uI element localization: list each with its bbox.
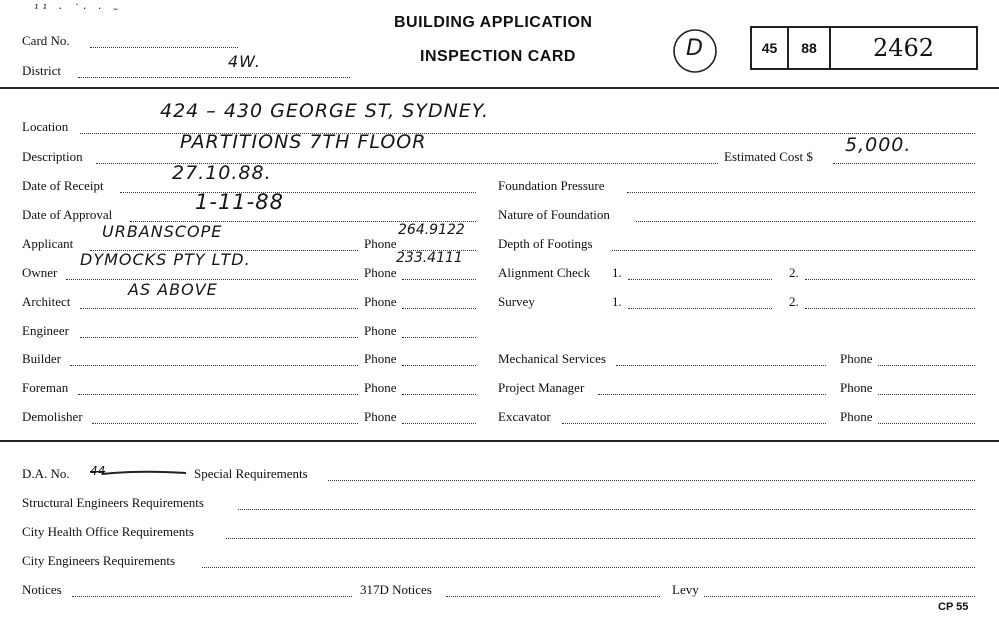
alignment-field-2[interactable] [805,279,975,280]
project-manager-field[interactable] [598,394,826,395]
architect-phone-field[interactable] [402,308,476,309]
card-no-field[interactable] [90,47,238,48]
engineer-field[interactable] [80,337,358,338]
owner-label: Owner [22,265,58,280]
location-value: 424 – 430 GEORGE ST, SYDNEY. [160,100,490,122]
applicant-phone-value: 264.9122 [398,222,465,238]
card-number-box [750,26,978,70]
form-title-line2: INSPECTION CARD [420,48,576,65]
excavator-phone-field[interactable] [878,423,975,424]
project-manager-phone-field[interactable] [878,394,975,395]
da-no-value: 44 [90,464,106,478]
estimated-cost-label: Estimated Cost $ [724,149,813,164]
alignment-field-1[interactable] [628,279,772,280]
city-eng-req-field[interactable] [202,567,975,568]
survey-num2: 2. [789,294,799,309]
circled-mark: D [686,36,704,61]
notices-317d-label: 317D Notices [360,582,432,597]
excavator-phone-label: Phone [840,409,873,424]
alignment-num2: 2. [789,265,799,280]
header-scribble: ¹¹ · ˙· · – [34,2,123,15]
architect-value: AS ABOVE [128,280,218,299]
survey-num1: 1. [612,294,622,309]
foreman-phone-field[interactable] [402,394,476,395]
engineer-phone-field[interactable] [402,337,476,338]
owner-phone-field[interactable] [402,279,476,280]
builder-phone-label: Phone [364,351,397,366]
architect-field[interactable] [80,308,358,309]
owner-value: DYMOCKS PTY LTD. [80,250,251,269]
da-no-strike-icon [100,466,190,480]
box-a: 45 [752,28,789,68]
applicant-phone-label: Phone [364,236,397,251]
foreman-phone-label: Phone [364,380,397,395]
structural-req-label: Structural Engineers Requirements [22,495,204,510]
survey-field-1[interactable] [628,308,772,309]
estimated-cost-field[interactable] [833,163,975,164]
notices-field[interactable] [72,596,352,597]
mechanical-label: Mechanical Services [498,351,606,366]
architect-phone-label: Phone [364,294,397,309]
box-b: 88 [789,28,831,68]
depth-footings-field[interactable] [612,250,975,251]
foreman-field[interactable] [78,394,358,395]
health-req-label: City Health Office Requirements [22,524,194,539]
date-receipt-value: 27.10.88. [172,162,272,184]
builder-label: Builder [22,351,61,366]
description-value: PARTITIONS 7TH FLOOR [180,131,427,153]
demolisher-phone-field[interactable] [402,423,476,424]
description-label: Description [22,149,83,164]
applicant-label: Applicant [22,236,74,251]
district-field[interactable] [78,77,350,78]
district-label: District [22,63,61,78]
nature-foundation-label: Nature of Foundation [498,207,610,222]
date-receipt-field[interactable] [120,192,476,193]
foundation-pressure-label: Foundation Pressure [498,178,605,193]
form-title-line1: BUILDING APPLICATION [394,14,593,31]
demolisher-field[interactable] [92,423,358,424]
applicant-value: URBANSCOPE [102,222,223,241]
special-req-label: Special Requirements [194,466,308,481]
form-code: CP 55 [938,601,969,613]
middle-rule [0,440,999,442]
builder-field[interactable] [70,365,358,366]
owner-phone-label: Phone [364,265,397,280]
alignment-check-label: Alignment Check [498,265,591,280]
da-no-label: D.A. No. [22,466,70,481]
district-value: 4W. [228,52,261,71]
demolisher-phone-label: Phone [364,409,397,424]
survey-field-2[interactable] [805,308,975,309]
nature-foundation-field[interactable] [636,221,975,222]
estimated-cost-value: 5,000. [845,134,912,156]
city-eng-req-label: City Engineers Requirements [22,553,176,568]
card-no-label: Card No. [22,33,70,48]
owner-phone-value: 233.4111 [396,250,463,266]
date-receipt-label: Date of Receipt [22,178,104,193]
date-approval-label: Date of Approval [22,207,113,222]
demolisher-label: Demolisher [22,409,83,424]
date-approval-value: 1-11-88 [195,190,284,214]
card-number: 2462 [872,34,935,62]
architect-label: Architect [22,294,71,309]
project-manager-label: Project Manager [498,380,585,395]
structural-req-field[interactable] [238,509,975,510]
engineer-phone-label: Phone [364,323,397,338]
notices-317d-field[interactable] [446,596,660,597]
levy-label: Levy [672,582,699,597]
survey-label: Survey [498,294,535,309]
excavator-label: Excavator [498,409,551,424]
mechanical-field[interactable] [616,365,826,366]
special-req-field[interactable] [328,480,975,481]
levy-field[interactable] [704,596,975,597]
alignment-num1: 1. [612,265,622,280]
location-label: Location [22,119,69,134]
top-rule [0,87,999,89]
depth-footings-label: Depth of Footings [498,236,593,251]
health-req-field[interactable] [226,538,975,539]
project-manager-phone-label: Phone [840,380,873,395]
notices-label: Notices [22,582,62,597]
excavator-field[interactable] [562,423,826,424]
foreman-label: Foreman [22,380,69,395]
engineer-label: Engineer [22,323,69,338]
foundation-pressure-field[interactable] [627,192,975,193]
mechanical-phone-field[interactable] [878,365,975,366]
mechanical-phone-label: Phone [840,351,873,366]
builder-phone-field[interactable] [402,365,476,366]
